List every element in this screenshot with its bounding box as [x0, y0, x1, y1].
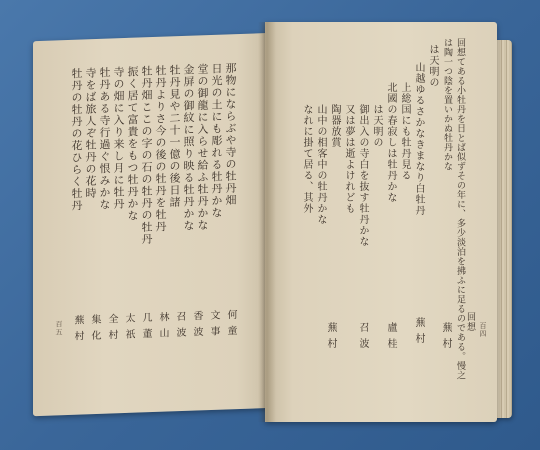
- verse-column: 振く居て富貴をもつ牡丹かな: [126, 65, 139, 222]
- verse-column: 寺をば旅人ぞ牡丹の花時: [84, 66, 97, 200]
- poet-name: 集化: [89, 313, 100, 347]
- verse-column: なれに掛て居る、其外: [301, 104, 312, 214]
- book-gutter-shadow: [258, 22, 276, 422]
- verse-column: 那物にならぶや寺の牡丹畑: [224, 62, 237, 207]
- verse-column: 牡丹ある寺行過ぐ恨みかな: [98, 66, 111, 211]
- prose-line: 回想てある小牡丹を日とば似ずその年に、多少淡泊を拂ふに足るのである。慢之: [455, 38, 465, 380]
- poet-name: 盧桂: [385, 322, 396, 354]
- poet-name: 蕪村: [413, 317, 424, 349]
- running-header: 回想: [465, 312, 475, 332]
- poet-name: 蕪村: [325, 322, 336, 354]
- poet-name: 几董: [140, 312, 151, 345]
- poet-name: 何童: [225, 309, 236, 342]
- verse-column: 金屏の御紋に照り映る牡丹かな: [182, 63, 195, 232]
- prose-line: は陶一つ陰を置いかぬ牡丹かな: [442, 38, 452, 171]
- verse-column: 山越ゆるさかなきまなり白牡丹: [413, 62, 424, 216]
- verse-column: 陶器放賞: [329, 104, 340, 148]
- verse-column: 寺の畑に入り来し月に牡丹: [112, 65, 125, 211]
- verse-column: 牡丹よりさ今の後の牡丹を牡丹: [154, 64, 167, 233]
- verse-column: 又は夢は逝よけれども: [343, 104, 354, 214]
- page-number: 百五: [55, 320, 63, 337]
- poet-name: 太祇: [123, 312, 134, 346]
- poet-name: 蕪村: [72, 314, 83, 347]
- poet-name: 蕪村: [440, 322, 451, 354]
- poet-name: 香波: [191, 310, 202, 343]
- verse-column: は天明の: [371, 104, 382, 148]
- verse-column: 牡丹畑ここの字の石の牡丹の牡丹: [140, 65, 153, 246]
- verse-column: 牡丹の牡丹の花ひらく牡丹: [70, 67, 83, 212]
- verse-column: 上総国にも牡丹見る: [399, 82, 410, 181]
- poet-name: 召波: [174, 310, 185, 344]
- verse-column: は天明の: [427, 44, 438, 88]
- poet-name: 召波: [357, 322, 368, 354]
- right-page: [265, 22, 497, 422]
- verse-column: 牡丹見や二十一億の後日諸: [168, 64, 181, 209]
- verse-column: 山中の相客中の牡丹かな: [315, 104, 326, 225]
- verse-column: 堂の御龍に入らせ給ふ牡丹かな: [196, 63, 209, 232]
- left-page: [33, 33, 273, 416]
- page-number: 百四: [479, 322, 487, 338]
- verse-column: 御出入の寺白を抜す牡丹かな: [357, 104, 368, 247]
- poet-name: 文事: [208, 309, 219, 343]
- verse-column: 北國の春寂しは牡丹かな: [385, 82, 396, 203]
- poet-name: 全村: [106, 313, 117, 346]
- poet-name: 林山: [157, 311, 168, 344]
- verse-column: 日光の土にも彫れる牡丹かな: [210, 62, 223, 220]
